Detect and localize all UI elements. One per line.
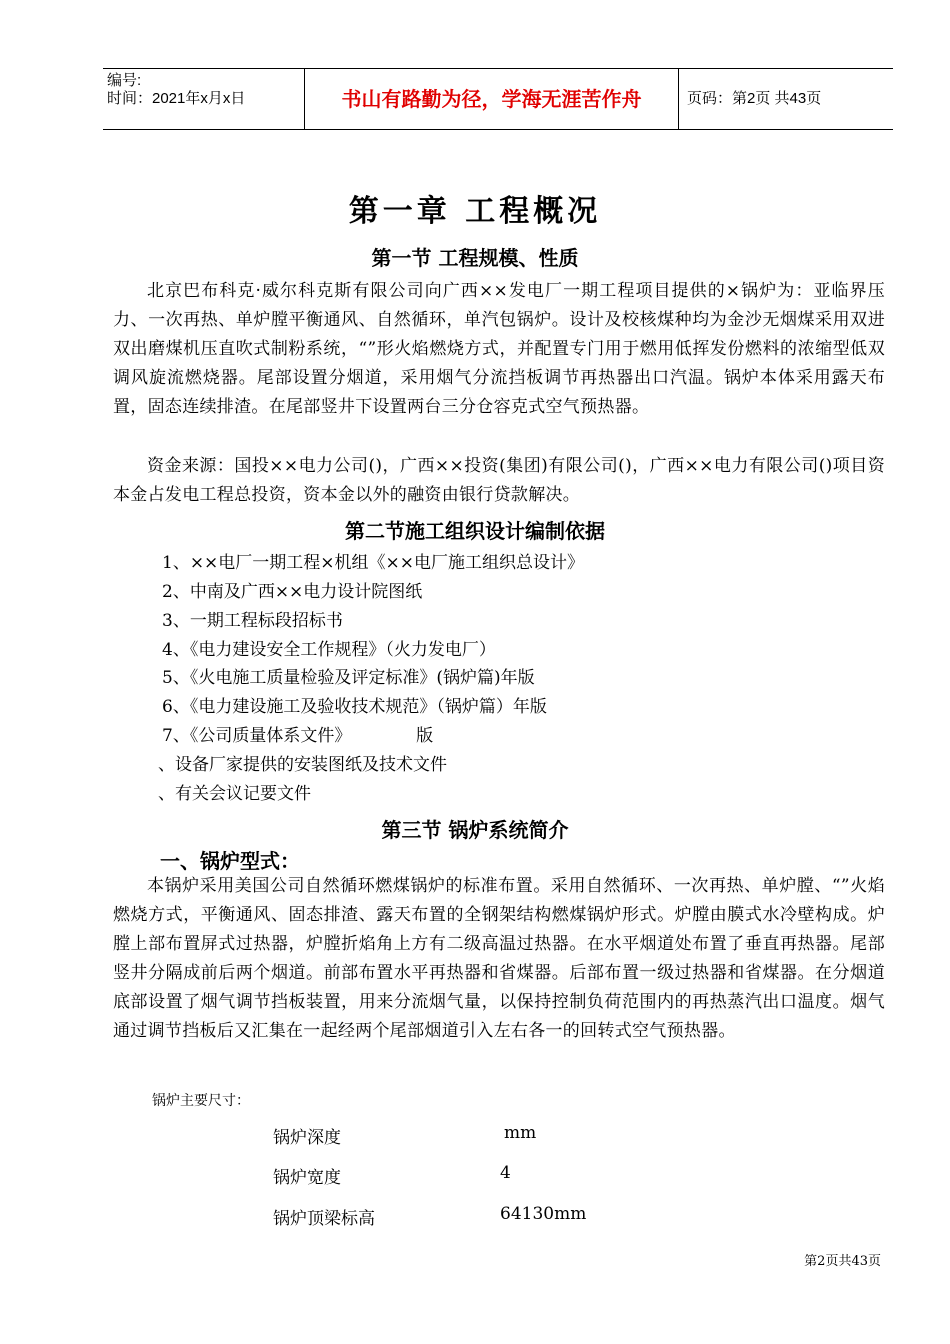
list-item: 7、《公司质量体系文件》 版 bbox=[162, 726, 434, 746]
list-item: 6、《电力建设施工及验收技术规范》（锅炉篇）年版 bbox=[162, 697, 547, 717]
page-header bbox=[103, 68, 893, 130]
list-item: 2、中南及广西××电力设计院图纸 bbox=[162, 582, 423, 602]
list-item: 5、《火电施工质量检验及评定标准》(锅炉篇)年版 bbox=[162, 668, 535, 688]
header-left-cell bbox=[103, 69, 307, 132]
section-1-heading: 第一节 工程规模、性质 bbox=[371, 246, 579, 270]
time-label: 时间：2021年x月x日 bbox=[107, 90, 246, 107]
boiler-type-heading: 一、锅炉型式： bbox=[160, 849, 300, 873]
paragraph-boiler-layout: 本锅炉采用美国公司自然循环燃煤锅炉的标准布置。采用自然循环、一次再热、单炉膛、“”火焰燃烧方式，平衡通风、固态排渣、露天布置的全钢架结构燃煤锅炉形式。炉膛由膜式水冷壁构成。炉膛上部布置屏式过热器，炉膛折焰角上方有二级高温过热器。在水平烟道处布置了垂直再热器。尾部竖井分隔成前后两个烟道。前部布置水平再热器和省煤器。后部布置一级过热器和省煤器。在分烟道底部设置了烟气调节挡板装置，用来分流烟气量，以保持控制负荷范围内的再热蒸汽出口温度。烟气通过调节挡板后又汇集在一起经两个尾部烟道引入左右各一的回转式空气预热器。 bbox=[113, 876, 885, 1041]
list-item: 3、一期工程标段招标书 bbox=[162, 611, 343, 631]
dimensions-label: 锅炉主要尺寸： bbox=[152, 1093, 250, 1109]
section-3-heading: 第三节 锅炉系统简介 bbox=[381, 818, 569, 842]
header-motto: 书山有路勤为径，学海无涯苦作舟 bbox=[304, 69, 679, 129]
dimension-name: 锅炉顶梁标高 bbox=[273, 1209, 375, 1229]
serial-label: 编号: bbox=[107, 72, 142, 89]
dimension-value: 4 bbox=[500, 1163, 511, 1183]
dimension-value: mm bbox=[504, 1123, 537, 1143]
dimension-name: 锅炉深度 bbox=[273, 1128, 341, 1148]
list-item: 、有关会议记要文件 bbox=[158, 784, 311, 804]
list-item: 、设备厂家提供的安装图纸及技术文件 bbox=[158, 755, 447, 775]
header-page-info: 页码：第2页 共43页 bbox=[687, 90, 822, 107]
list-item: 1、××电厂一期工程×机组《××电厂施工组织总设计》 bbox=[162, 553, 585, 573]
page-footer: 第2页共43页 bbox=[804, 1254, 881, 1269]
paragraph-funding: 资金来源：国投××电力公司()，广西××投资(集团)有限公司()，广西××电力有限公司()项目资本金占发电工程总投资，资本金以外的融资由银行贷款解决。 bbox=[113, 456, 885, 505]
section-2-heading: 第二节施工组织设计编制依据 bbox=[345, 519, 605, 543]
chapter-title: 第一章 工程概况 bbox=[348, 194, 602, 229]
list-item: 4、《电力建设安全工作规程》（火力发电厂） bbox=[162, 640, 496, 660]
paragraph-project-scale: 北京巴布科克·威尔科克斯有限公司向广西××发电厂一期工程项目提供的×锅炉为：亚临界压力、一次再热、单炉膛平衡通风、自然循环，单汽包锅炉。设计及校核煤种均为金沙无烟煤采用双进双出磨煤机压直吹式制粉系统，“”形火焰燃烧方式，并配置专门用于燃用低挥发份燃料的浓缩型低双调风旋流燃烧器。尾部设置分烟道，采用烟气分流挡板调节再热器出口汽温。锅炉本体采用露天布置，固态连续排渣。在尾部竖井下设置两台三分仓容克式空气预热器。 bbox=[113, 281, 885, 417]
dimension-name: 锅炉宽度 bbox=[273, 1168, 341, 1188]
dimension-value: 64130mm bbox=[500, 1204, 587, 1224]
